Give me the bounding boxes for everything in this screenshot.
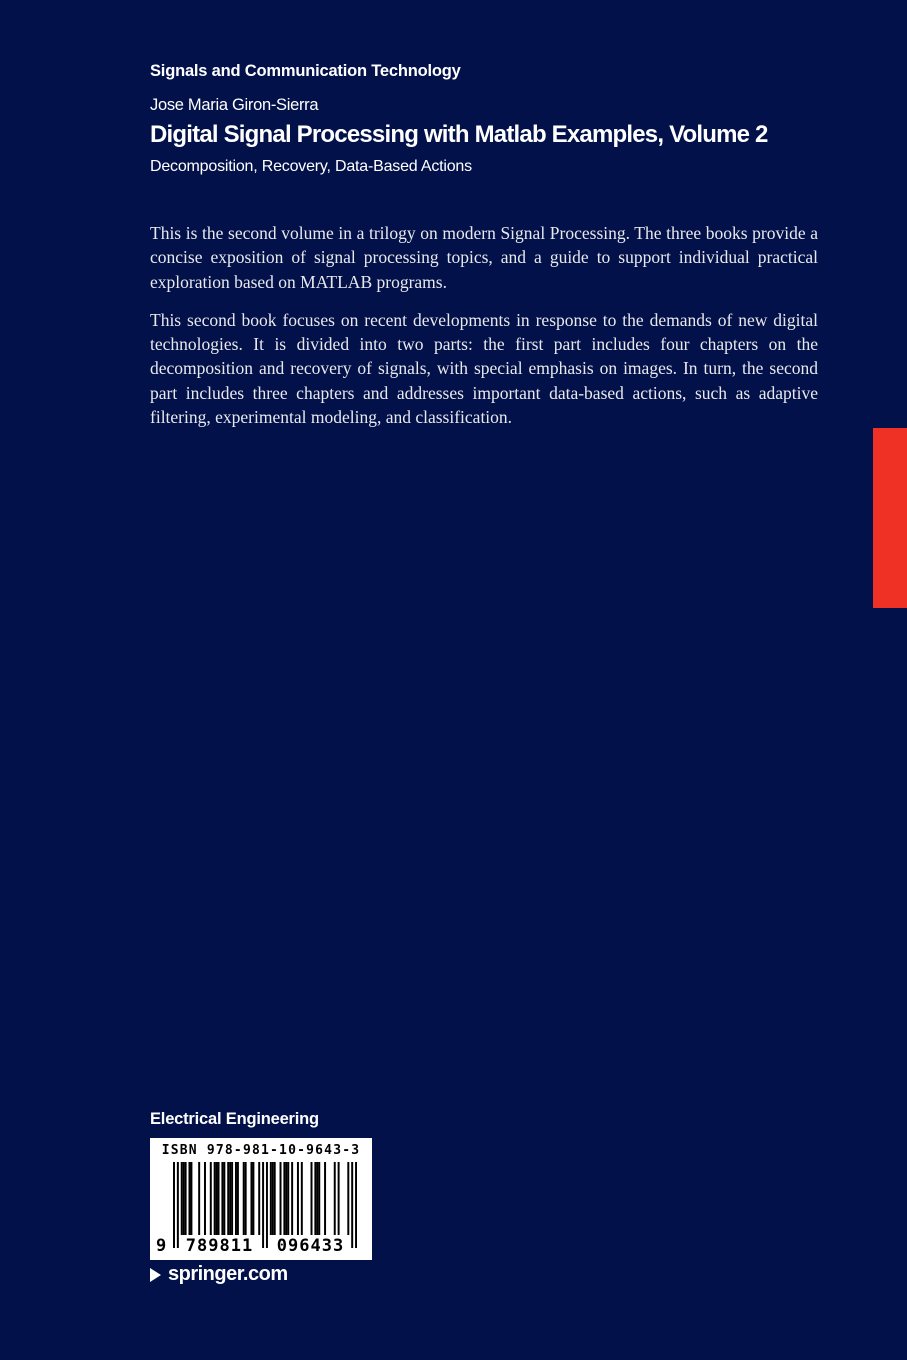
author-name: Jose Maria Giron-Sierra (150, 96, 319, 114)
publisher-website: springer.com (168, 1263, 288, 1285)
red-accent-tab (873, 428, 907, 608)
publisher-logo (150, 1263, 288, 1286)
triangle-icon (150, 1268, 161, 1282)
book-title: Digital Signal Processing with Matlab Examples, Volume 2 (150, 121, 768, 148)
isbn-number: ISBN 978-981-10-9643-3 (161, 1143, 361, 1158)
series-title: Signals and Communication Technology (150, 62, 461, 80)
barcode-digit-left: 789811 (185, 1236, 254, 1256)
blurb-paragraph: This second book focuses on recent developments in response to the demands of new digital technologies. It is divided into two parts: the first part includes four chapters on the decomposition and recovery of signals, with special emphasis on images. In turn, the second part includes three chapters and addresses important data-based actions, such as adaptive filtering, experimental modeling, and classification. (150, 309, 818, 428)
subject-category: Electrical Engineering (150, 1110, 319, 1128)
ean13-barcode (156, 1162, 357, 1256)
isbn-barcode-box (150, 1138, 372, 1260)
blurb-paragraph: This is the second volume in a trilogy on modern Signal Processing. The three books provide a concise exposition of signal processing topics, and a guide to support individual practical exploration based on MATLAB programs. (150, 223, 818, 292)
book-subtitle: Decomposition, Recovery, Data-Based Actions (150, 158, 472, 175)
barcode-digit-lead: 9 (156, 1236, 167, 1256)
barcode-digit-right: 096433 (276, 1236, 345, 1256)
back-cover-blurb (150, 221, 818, 443)
